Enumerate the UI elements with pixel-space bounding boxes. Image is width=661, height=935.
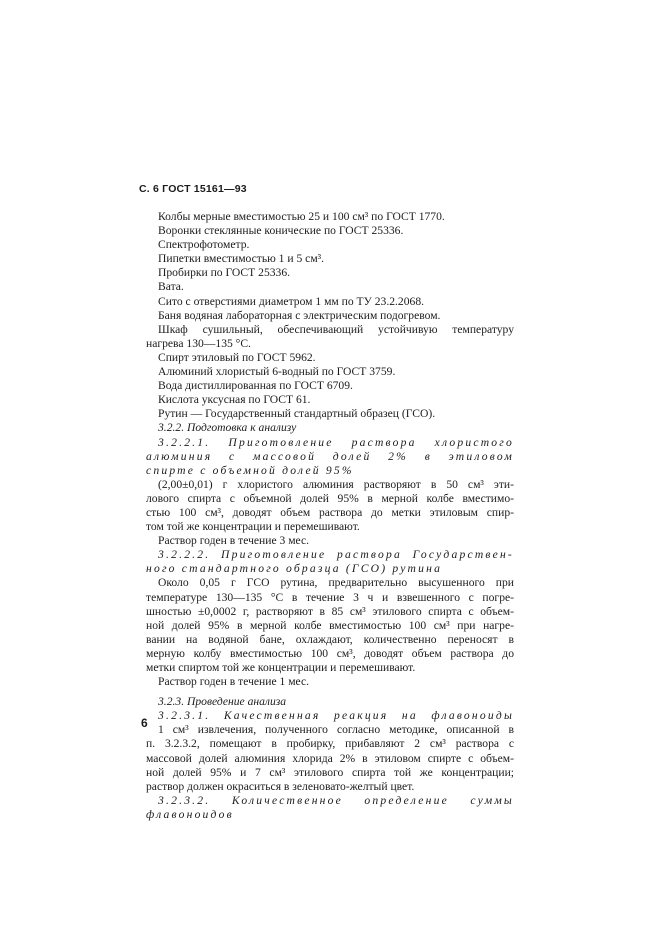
text-line: мерную колбу вместимостью 100 см³, доводят объем раствора до xyxy=(146,646,514,660)
text-line: Спирт этиловый по ГОСТ 5962. xyxy=(158,350,316,364)
text-line: ной долей 95% в мерной колбе вместимостью 100 см³ при нагре- xyxy=(146,618,514,632)
text-line: Раствор годен в течение 1 мес. xyxy=(158,675,310,689)
text-line: нагрева 130—135 °С. xyxy=(146,336,251,350)
text-line: Пробирки по ГОСТ 25336. xyxy=(158,266,291,280)
text-line: лового спирта с объемной долей 95% в мерной колбе вместимо- xyxy=(146,491,514,505)
text-line: Алюминий хлористый 6-водный по ГОСТ 3759. xyxy=(158,365,396,379)
text-line: температуре 130—135 °С в течение 3 ч и взвешенного с погре- xyxy=(146,590,514,604)
text-line: Спектрофотометр. xyxy=(158,238,250,252)
text-line: Баня водяная лабораторная с электрическим подогревом. xyxy=(158,308,441,322)
text-line: п. 3.2.3.2, помещают в пробирку, прибавляют 2 см³ раствора с xyxy=(146,737,514,751)
text-line: раствор должен окраситься в зеленовато-желтый цвет. xyxy=(146,779,415,793)
text-line: метки спиртом той же концентрации и перемешивают. xyxy=(146,661,416,674)
text-line: Сито с отверстиями диаметром 1 мм по ТУ 23.2.2068. xyxy=(158,294,425,308)
text-line: Пипетки вместимостью 1 и 5 см³. xyxy=(158,252,325,266)
text-line: Воронки стеклянные конические по ГОСТ 25336. xyxy=(158,224,404,238)
text-line: том той же концентрации и перемешивают. xyxy=(146,520,360,534)
page-number: 6 xyxy=(141,716,148,730)
text-line: алюминия с массовой долей 2% в этиловом xyxy=(146,449,514,463)
text-line: флавоноидов xyxy=(146,807,234,821)
text-line: Рутин — Государственный стандартный образец (ГСО). xyxy=(158,407,436,421)
text-line: 3.2.3. Проведение анализа xyxy=(158,695,287,709)
text-line: 3.2.2. Подготовка к анализу xyxy=(158,421,297,435)
text-line: 1 см³ извлечения, полученного согласно методике, описанной в xyxy=(158,723,514,737)
text-line: массовой долей алюминия хлорида 2% в этиловом спирте с объем- xyxy=(146,751,514,765)
text-line: 3.2.2.1. Приготовление раствора хлористого xyxy=(158,435,514,449)
text-line: Раствор годен в течение 3 мес. xyxy=(158,534,310,548)
text-line: Около 0,05 г ГСО рутина, предварительно высушенного при xyxy=(158,576,514,590)
text-line: стью 100 см³, доводят объем раствора до метки этиловым спир- xyxy=(146,505,514,519)
text-line: (2,00±0,01) г хлористого алюминия растворяют в 50 см³ эти- xyxy=(158,477,514,491)
text-line: спирте с объемной долей 95% xyxy=(146,463,354,477)
text-line: Вата. xyxy=(158,280,184,294)
text-line: Шкаф сушильный, обеспечивающий устойчивую температуру xyxy=(158,322,514,336)
text-line: 3.2.2.2. Приготовление раствора Государствен- xyxy=(158,548,514,562)
text-line: Колбы мерные вместимостью 25 и 100 см³ по ГОСТ 1770. xyxy=(158,210,445,223)
text-line: вании на водяной бане, охлаждают, количественно переносят в xyxy=(146,632,514,646)
text-line: Кислота уксусная по ГОСТ 61. xyxy=(158,393,311,407)
text-line: шностью ±0,0002 г, растворяют в 85 см³ этилового спирта с объем- xyxy=(146,604,514,618)
text-line: 3.2.3.1. Качественная реакция на флавоноиды xyxy=(158,709,514,723)
text-line: ной долей 95% и 7 см³ этилового спирта той же концентрации; xyxy=(146,765,514,779)
text-line: 3.2.3.2. Количественное определение суммы xyxy=(158,793,514,807)
text-line: ного стандартного образца (ГСО) рутина xyxy=(146,562,443,576)
page-header: С. 6 ГОСТ 15161—93 xyxy=(139,183,247,195)
body-text xyxy=(146,210,514,822)
text-line: Вода дистиллированная по ГОСТ 6709. xyxy=(158,379,353,393)
